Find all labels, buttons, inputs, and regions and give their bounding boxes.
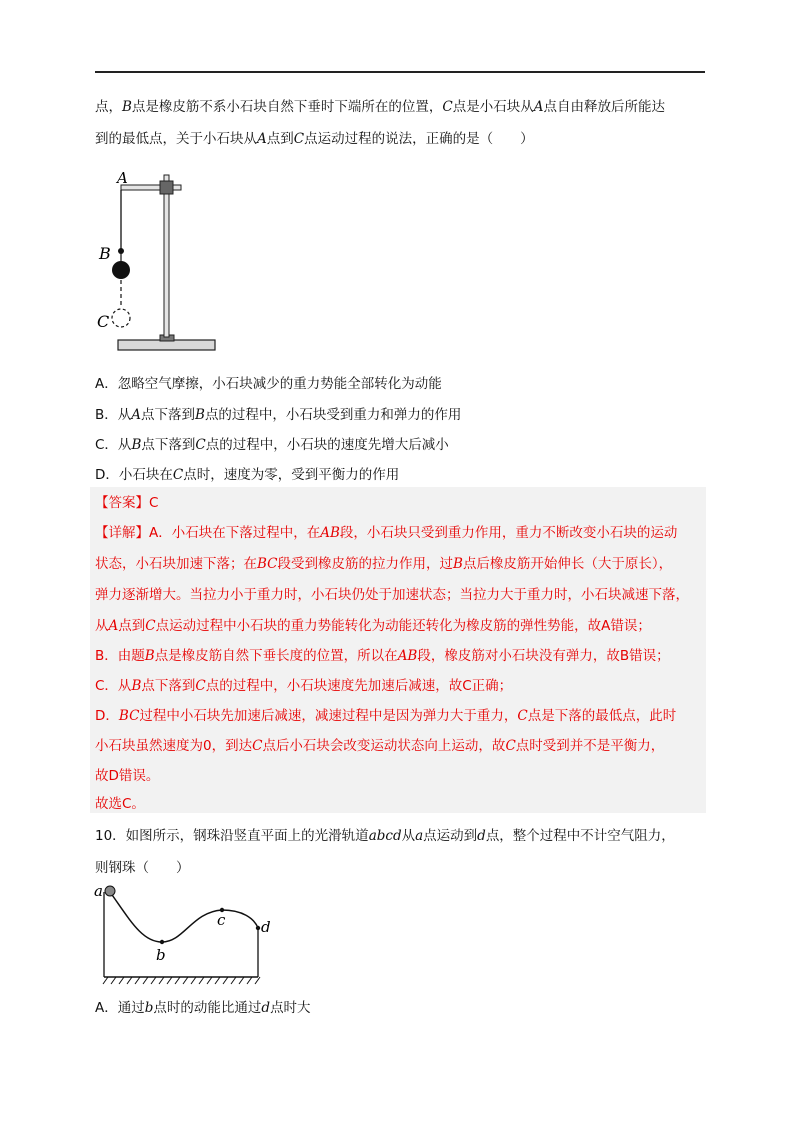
q10-option-a bbox=[95, 998, 311, 1018]
text-run: 点是小石块从 bbox=[452, 99, 534, 115]
italic-symbol: C bbox=[517, 708, 528, 724]
q9-stand-figure bbox=[95, 165, 225, 360]
q9-detail-line2 bbox=[95, 554, 710, 574]
q9-detail-line10 bbox=[95, 794, 710, 814]
italic-symbol: BC bbox=[118, 708, 140, 724]
label-c: C bbox=[97, 312, 110, 331]
q10-line1 bbox=[95, 826, 710, 846]
italic-symbol: C bbox=[252, 738, 263, 754]
q9-answer bbox=[95, 493, 710, 513]
text-run: 点运动过程中小石块的重力势能转化为动能还转化为橡皮筋的弹性势能，故A错误； bbox=[155, 618, 651, 634]
q9-detail-line6 bbox=[95, 676, 710, 696]
italic-symbol: A bbox=[533, 99, 544, 115]
italic-symbol: abcd bbox=[368, 828, 402, 844]
italic-symbol: C bbox=[505, 738, 516, 754]
text-run: 小石块虽然速度为0，到达 bbox=[95, 738, 253, 754]
text-run: 状态，小石块加速下落；在 bbox=[95, 556, 257, 572]
text-run: D． bbox=[95, 708, 119, 724]
text-run: 点时大 bbox=[270, 1000, 311, 1016]
italic-symbol: d bbox=[477, 828, 486, 844]
text-run: 点下落到 bbox=[141, 407, 196, 423]
text-run: 点是橡皮筋自然下垂长度的位置，所以在 bbox=[154, 648, 398, 664]
italic-symbol: C bbox=[293, 131, 305, 147]
italic-symbol: BC bbox=[257, 556, 278, 572]
label-c-lower: c bbox=[217, 911, 226, 929]
text-run: 从 bbox=[95, 618, 109, 634]
text-run: 点下落到 bbox=[141, 437, 196, 453]
text-run: 点的过程中，小石块的速度先增大后减小 bbox=[205, 437, 449, 453]
italic-symbol: B bbox=[195, 407, 205, 423]
italic-symbol: B bbox=[131, 678, 142, 694]
text-run: 点时，速度为零，受到平衡力的作用 bbox=[183, 467, 400, 483]
q9-detail-line4 bbox=[95, 616, 710, 636]
text-run: 点运动到 bbox=[423, 828, 478, 844]
text-run: 点时受到并不是平衡力， bbox=[515, 738, 665, 754]
q9-detail-line8 bbox=[95, 736, 710, 756]
label-a-lower: a bbox=[94, 882, 103, 900]
italic-symbol: A bbox=[131, 407, 142, 423]
stand-clamp bbox=[160, 181, 173, 194]
q9-detail-line3 bbox=[95, 585, 710, 605]
italic-symbol: B bbox=[144, 648, 155, 664]
italic-symbol: C bbox=[195, 437, 206, 453]
label-b-lower: b bbox=[156, 946, 166, 964]
italic-symbol: AB bbox=[320, 525, 340, 541]
text-run: A．通过 bbox=[95, 1000, 145, 1016]
text-run: 点是下落的最低点，此时 bbox=[527, 708, 677, 724]
italic-symbol: a bbox=[415, 828, 424, 844]
text-run: 段受到橡皮筋的拉力作用，过 bbox=[277, 556, 454, 572]
stand-pole bbox=[164, 175, 169, 337]
text-run: 点时的动能比通过 bbox=[153, 1000, 262, 1016]
text-run: 段，橡皮筋对小石块没有弹力，故B错误； bbox=[417, 648, 670, 664]
point-d-marker bbox=[256, 926, 260, 930]
text-run: 弹力逐渐增大。当拉力小于重力时，小石块仍处于加速状态；当拉力大于重力时，小石块减速下落， bbox=[95, 587, 689, 603]
italic-symbol: C bbox=[442, 99, 453, 115]
q9-option-d bbox=[95, 465, 399, 485]
text-run: 到的最低点，关于小石块从 bbox=[95, 131, 257, 147]
text-run: 点后橡皮筋开始伸长（大于原长）， bbox=[462, 556, 673, 572]
text-run: 点运动过程的说法，正确的是（ ） bbox=[304, 131, 534, 147]
text-run: A．忽略空气摩擦，小石块减少的重力势能全部转化为动能 bbox=[95, 376, 442, 392]
label-d-lower: d bbox=[261, 918, 271, 936]
label-b: B bbox=[99, 244, 111, 263]
text-run: 点的过程中，小石块速度先加速后减速，故C正确； bbox=[205, 678, 513, 694]
point-b-marker bbox=[160, 940, 164, 944]
q9-option-b bbox=[95, 405, 461, 425]
steel-ball bbox=[105, 886, 115, 896]
italic-symbol: d bbox=[261, 1000, 271, 1016]
text-run: D．小石块在 bbox=[95, 467, 173, 483]
text-run: 点是橡皮筋不系小石块自然下垂时下端所在的位置， bbox=[131, 99, 443, 115]
italic-symbol: B bbox=[122, 99, 132, 115]
text-run: C．从 bbox=[95, 678, 132, 694]
italic-symbol: A bbox=[108, 618, 119, 634]
text-run: 点，整个过程中不计空气阻力， bbox=[485, 828, 675, 844]
text-run: 故选C。 bbox=[95, 796, 145, 812]
text-run: 【答案】C bbox=[95, 495, 159, 511]
text-run: 点自由释放后所能达 bbox=[543, 99, 666, 115]
text-run: 点到 bbox=[118, 618, 146, 634]
italic-symbol: b bbox=[144, 1000, 154, 1016]
text-run: 点到 bbox=[266, 131, 294, 147]
text-run: B．由题 bbox=[95, 648, 145, 664]
text-run: 过程中小石块先加速后减速，减速过程中是因为弹力大于重力， bbox=[139, 708, 518, 724]
header-rule bbox=[95, 71, 705, 73]
italic-symbol: B bbox=[453, 556, 463, 572]
text-run: 10．如图所示，钢珠沿竖直平面上的光滑轨道 bbox=[95, 828, 369, 844]
track-curve bbox=[110, 892, 258, 942]
q9-option-a bbox=[95, 374, 442, 394]
text-run: B．从 bbox=[95, 407, 132, 423]
q9-detail-line7 bbox=[95, 706, 710, 726]
text-run: 点的过程中，小石块受到重力和弹力的作用 bbox=[204, 407, 462, 423]
italic-symbol: B bbox=[131, 437, 142, 453]
q9-detail-line5 bbox=[95, 646, 710, 666]
text-run: 【详解】A．小石块在下落过程中，在 bbox=[95, 525, 321, 541]
text-run: 从 bbox=[401, 828, 416, 844]
italic-symbol: A bbox=[257, 131, 267, 147]
text-run: 则钢珠（ ） bbox=[95, 860, 190, 876]
ground-hatch bbox=[103, 977, 260, 984]
stone bbox=[112, 261, 130, 279]
q10-line2 bbox=[95, 858, 710, 878]
text-run: 点， bbox=[95, 99, 122, 115]
q9-option-c bbox=[95, 435, 449, 455]
q10-track-figure bbox=[92, 880, 277, 988]
text-run: 点下落到 bbox=[141, 678, 196, 694]
italic-symbol: C bbox=[195, 678, 206, 694]
italic-symbol: C bbox=[145, 618, 156, 634]
text-run: 点后小石块会改变运动状态向上运动，故 bbox=[262, 738, 506, 754]
italic-symbol: C bbox=[172, 467, 184, 483]
text-run: 故D错误。 bbox=[95, 768, 160, 784]
q9-detail-line9 bbox=[95, 766, 710, 786]
stone-dashed bbox=[112, 309, 130, 327]
text-run: C．从 bbox=[95, 437, 132, 453]
label-a: A bbox=[117, 169, 128, 187]
text-run: 段，小石块只受到重力作用，重力不断改变小石块的运动 bbox=[339, 525, 678, 541]
q9-intro-line1 bbox=[95, 97, 710, 117]
q9-intro-line2 bbox=[95, 129, 710, 149]
q9-detail-line1 bbox=[95, 523, 710, 543]
italic-symbol: AB bbox=[397, 648, 418, 664]
